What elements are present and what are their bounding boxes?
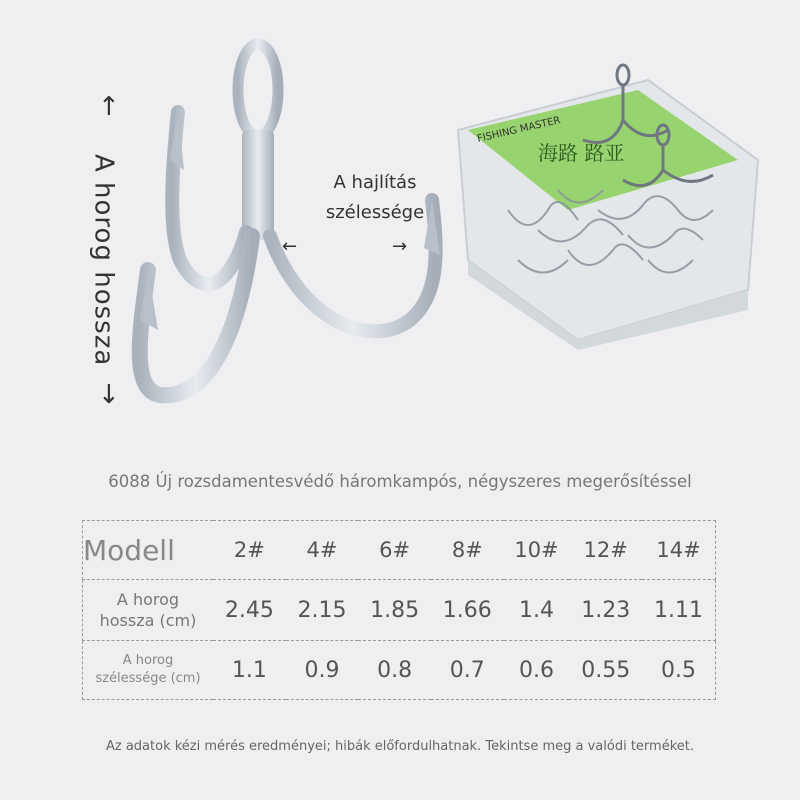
model-header: Modell [83, 521, 214, 580]
table-row-width [83, 641, 716, 700]
product-box-image [448, 60, 778, 350]
model-cell: 14# [642, 521, 715, 580]
model-cell: 4# [286, 521, 359, 580]
length-cell: 1.23 [569, 580, 642, 641]
length-cell: 2.15 [286, 580, 359, 641]
width-right-arrow: → [392, 236, 408, 257]
box-logo-text: 海路 路亚 [538, 141, 625, 165]
length-down-arrow: ↓ [98, 380, 120, 410]
width-cell: 1.1 [213, 641, 286, 700]
measurement-disclaimer: Az adatok kézi mérés eredményei; hibák előfordulhatnak. Tekintse meg a valódi terméket. [105, 739, 694, 754]
width-cell: 0.7 [431, 641, 504, 700]
length-cell: 1.85 [358, 580, 431, 641]
table-row-length [83, 580, 716, 641]
hook-illustration [0, 0, 460, 460]
spec-table [82, 520, 716, 700]
width-left-arrow: ← [282, 236, 298, 257]
model-cell: 12# [569, 521, 642, 580]
width-cell: 0.6 [504, 641, 570, 700]
model-cell: 10# [504, 521, 570, 580]
table-header-row [83, 521, 716, 580]
bend-width-label: A hajlítás szélessége [325, 172, 425, 223]
model-cell: 2# [213, 521, 286, 580]
length-cell: 1.66 [431, 580, 504, 641]
width-cell: 0.5 [642, 641, 715, 700]
width-cell: 0.8 [358, 641, 431, 700]
model-cell: 6# [358, 521, 431, 580]
box-brand-text: FISHING MASTER [476, 115, 562, 145]
hook-length-label: A horog hossza [88, 153, 119, 367]
model-cell: 8# [431, 521, 504, 580]
product-title: 6088 Új rozsdamentesvédő háromkampós, négyszeres megerősítéssel [108, 472, 692, 491]
length-cell: 2.45 [213, 580, 286, 641]
length-cell: 1.4 [504, 580, 570, 641]
width-cell: 0.55 [569, 641, 642, 700]
width-cell: 0.9 [286, 641, 359, 700]
length-row-label: A horog hossza (cm) [83, 580, 214, 641]
length-up-arrow: ↑ [98, 92, 120, 122]
width-row-label: A horog szélessége (cm) [83, 641, 214, 700]
length-cell: 1.11 [642, 580, 715, 641]
